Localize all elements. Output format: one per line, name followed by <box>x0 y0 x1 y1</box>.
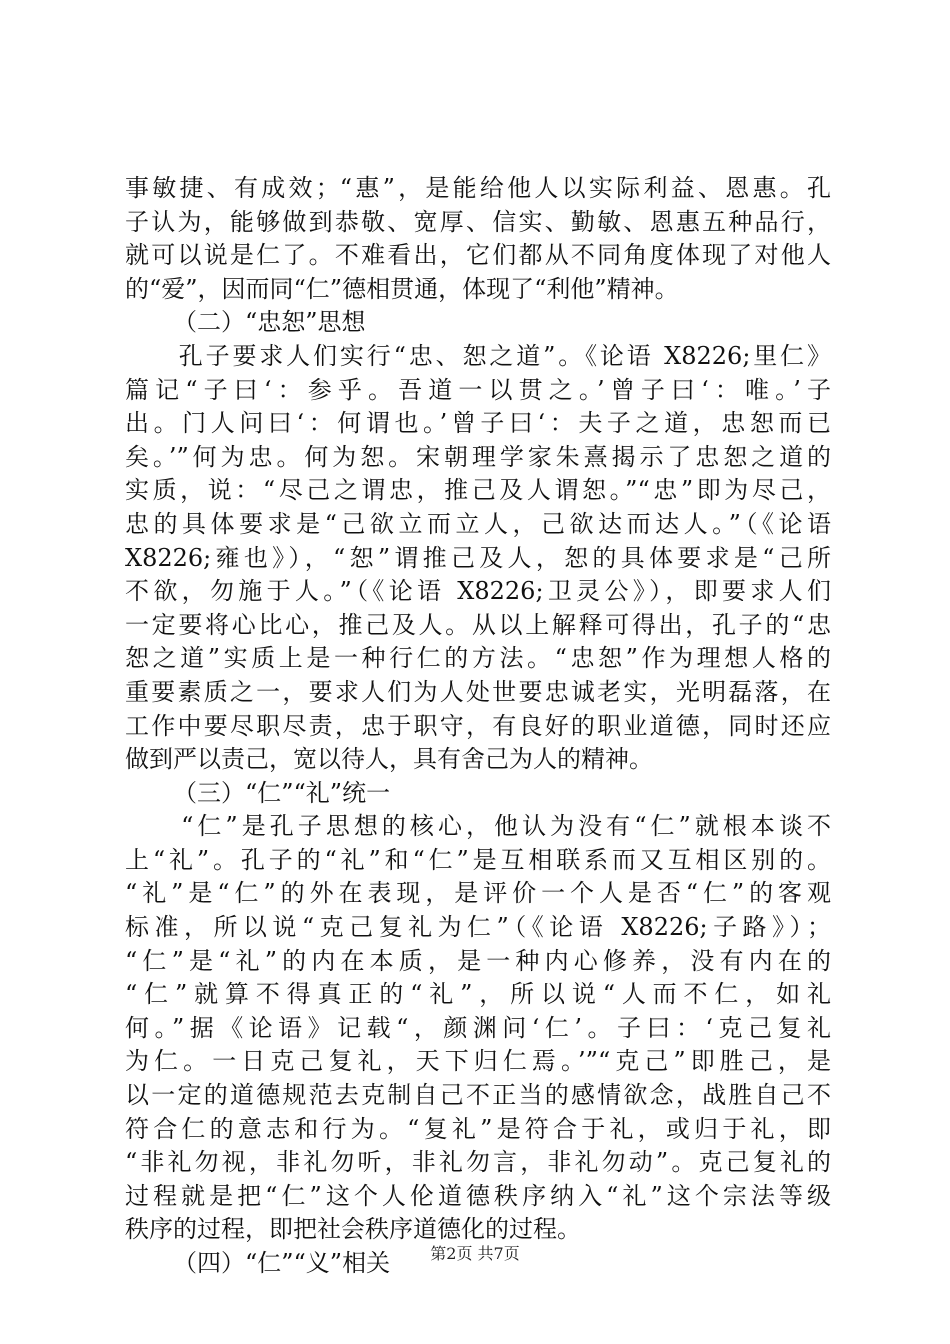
document-body <box>125 172 831 1281</box>
section-heading: （三）“仁”“礼”统一 <box>173 778 391 807</box>
text-line: 子认为，能够做到恭敬、宽厚、信实、勤敏、恩惠五种品行， <box>125 207 831 236</box>
text-line: 孔子要求人们实行“忠、恕之道”。《论语 X8226;里仁》 <box>125 341 831 370</box>
text-line: “仁”就算不得真正的“礼”，所以说“人而不仁，如礼 <box>125 980 831 1009</box>
text-line: 为仁。一日克己复礼，天下归仁焉。’”“克己”即胜己，是 <box>125 1047 831 1076</box>
text-line: 事敏捷、有成效；“惠”，是能给他人以实际利益、恩惠。孔 <box>125 174 831 202</box>
text-line: 的“爱”，因而同“仁”德相贯通，体现了“利他”精神。 <box>125 274 679 303</box>
text-line: 不欲，勿施于人。”（《论语 X8226;卫灵公》），即要求人们 <box>125 577 831 606</box>
text-line: 就可以说是仁了。不难看出，它们都从不同角度体现了对他人 <box>125 241 831 270</box>
section-heading: （四）“仁”“义”相关 <box>173 1249 391 1277</box>
text-line: 过程就是把“仁”这个人伦道德秩序纳入“礼”这个宗法等级 <box>125 1181 831 1210</box>
text-line: 做到严以责己，宽以待人，具有舍己为人的精神。 <box>125 745 653 774</box>
text-line: 恕之道”实质上是一种行仁的方法。“忠恕”作为理想人格的 <box>125 644 831 673</box>
text-line: X8226;雍也》），“恕”谓推己及人，恕的具体要求是“己所 <box>125 543 831 572</box>
text-line: 秩序的过程，即把社会秩序道德化的过程。 <box>125 1215 581 1244</box>
section-heading: （二）“忠恕”思想 <box>173 308 366 337</box>
text-line: “仁”是“礼”的内在本质，是一种内心修养，没有内在的 <box>125 946 831 975</box>
text-line: 上“礼”。孔子的“礼”和“仁”是互相联系而又互相区别的。 <box>125 845 831 874</box>
text-line: 忠的具体要求是“己欲立而立人，己欲达而达人。”（《论语 <box>125 509 831 538</box>
text-line: 标准，所以说“克己复礼为仁”（《论语 X8226;子路》）； <box>125 913 831 942</box>
text-line: 工作中要尽职尽责，忠于职守，有良好的职业道德，同时还应 <box>125 711 831 740</box>
text-line: 篇记“子曰‘：参乎。吾道一以贯之。’曾子曰‘：唯。’子 <box>125 375 831 404</box>
text-line: 出。门人问曰‘：何谓也。’曾子曰‘：夫子之道，忠恕而已 <box>125 409 831 438</box>
text-line: “仁”是孔子思想的核心，他认为没有“仁”就根本谈不 <box>125 812 831 841</box>
text-line: 矣。’”何为忠。何为恕。宋朝理学家朱熹揭示了忠恕之道的 <box>125 442 831 471</box>
text-line: 重要素质之一，要求人们为人处世要忠诚老实，光明磊落，在 <box>125 677 831 706</box>
text-line: 一定要将心比心，推己及人。从以上解释可得出，孔子的“忠 <box>125 610 831 639</box>
text-line: 实质，说：“尽己之谓忠，推己及人谓恕。”“忠”即为尽己， <box>125 476 831 505</box>
text-line: 何。”据《论语》记载“，颜渊问‘仁’。子曰：‘克己复礼 <box>125 1013 831 1042</box>
text-line: “非礼勿视，非礼勿听，非礼勿言，非礼勿动”。克己复礼的 <box>125 1148 831 1177</box>
text-line: “礼”是“仁”的外在表现，是评价一个人是否“仁”的客观 <box>125 879 831 908</box>
text-line: 符合仁的意志和行为。“复礼”是符合于礼，或归于礼，即 <box>125 1114 831 1143</box>
page-footer: 第2页 共7页 <box>430 1244 520 1263</box>
text-line: 以一定的道德规范去克制自己不正当的感情欲念，战胜自己不 <box>125 1081 831 1110</box>
